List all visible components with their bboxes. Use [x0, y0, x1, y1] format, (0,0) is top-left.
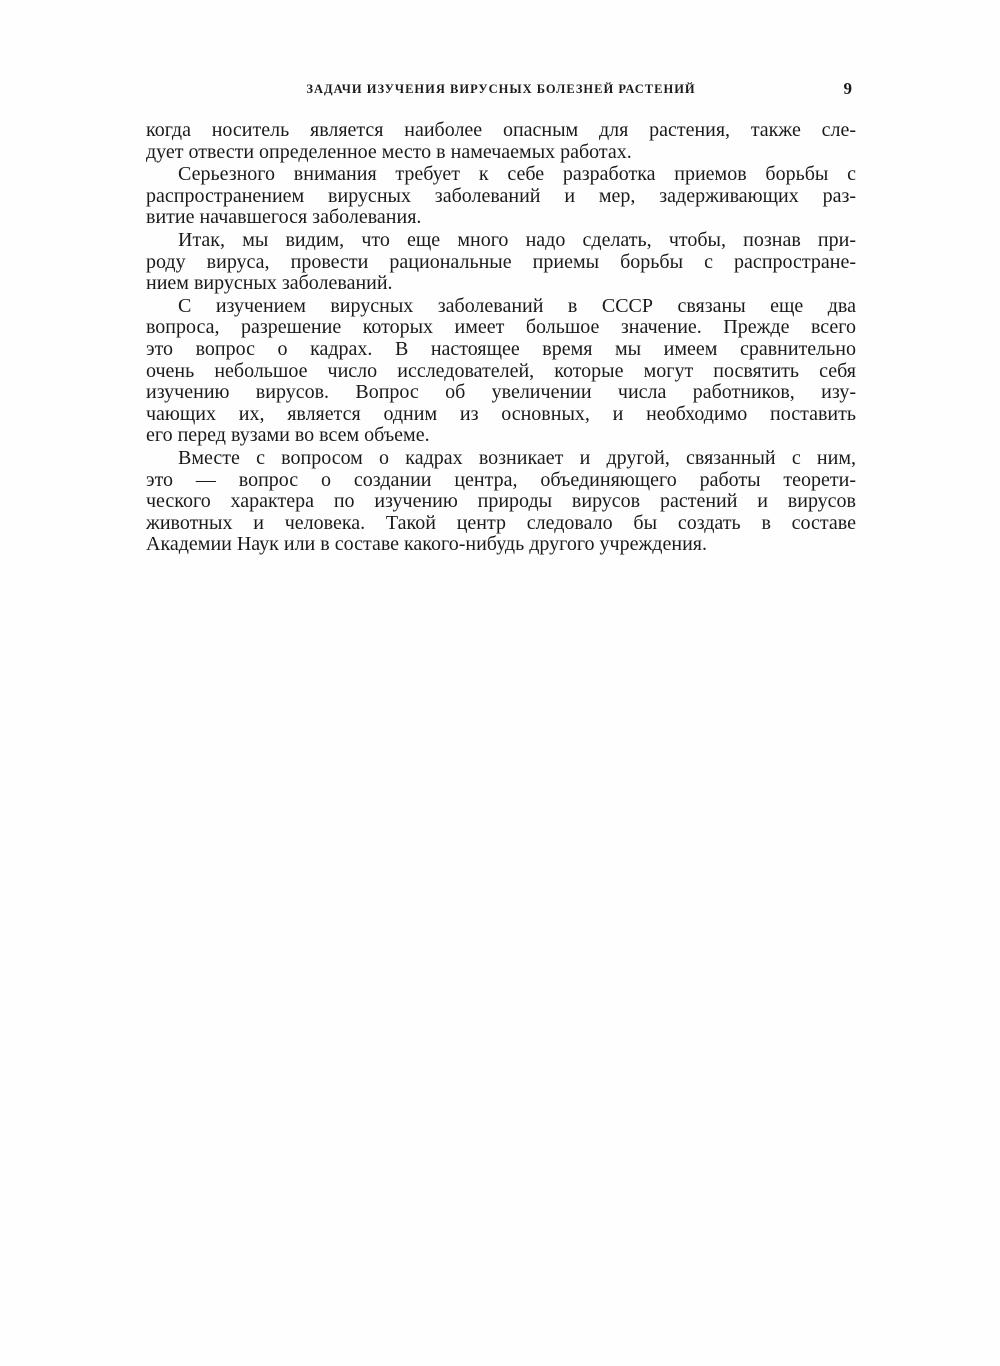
text-line: Вместе с вопросом о кадрах возникает и другой, связанный с ним, [178, 446, 856, 469]
text-line: когда носитель является наиболее опасным для растения, также сле- [146, 119, 856, 141]
body-text [146, 120, 856, 556]
text-line: Академии Наук или в составе какого-нибудь другого учреждения. [146, 533, 707, 556]
text-line: вопроса, разрешение которых имеет большое значение. Прежде всего [146, 316, 856, 339]
text-line: распространением вирусных заболеваний и мер, задерживающих раз- [146, 184, 856, 207]
text-line: это — вопрос о создании центра, объединяющего работы теорети- [146, 468, 856, 491]
text-line: очень небольшое число исследователей, которые могут посвятить себя [146, 359, 856, 382]
text-line: Итак, мы видим, что еще много надо сделать, чтобы, познав при- [178, 228, 856, 251]
page-number: 9 [843, 79, 852, 98]
page-header [146, 79, 856, 102]
paragraph [146, 120, 856, 163]
paragraph [146, 448, 856, 556]
text-line: это вопрос о кадрах. В настоящее время мы имеем сравнительно [146, 337, 856, 360]
text-line: животных и человека. Такой центр следовало бы создать в составе [146, 511, 856, 534]
paragraph [146, 296, 856, 447]
text-line: чающих их, является одним из основных, и необходимо поставить [146, 402, 856, 425]
paragraph [146, 230, 856, 295]
running-title: ЗАДАЧИ ИЗУЧЕНИЯ ВИРУСНЫХ БОЛЕЗНЕЙ РАСТЕНИЙ [306, 82, 696, 96]
text-line: нием вирусных заболеваний. [146, 272, 393, 295]
text-line: витие начавшегося заболевания. [146, 206, 422, 229]
text-line: роду вируса, провести рациональные приемы борьбы с распростране- [146, 250, 856, 273]
text-line: ческого характера по изучению природы вирусов растений и вирусов [146, 490, 856, 513]
text-line: С изучением вирусных заболеваний в СССР связаны еще два [178, 294, 856, 317]
text-line: изучению вирусов. Вопрос об увеличении числа работников, изу- [146, 381, 856, 404]
paragraph [146, 164, 856, 229]
text-line: Серьезного внимания требует к себе разработка приемов борьбы с [178, 163, 856, 186]
text-line: его перед вузами во всем объеме. [146, 424, 430, 447]
text-line: дует отвести определенное место в намечаемых работах. [146, 140, 632, 163]
